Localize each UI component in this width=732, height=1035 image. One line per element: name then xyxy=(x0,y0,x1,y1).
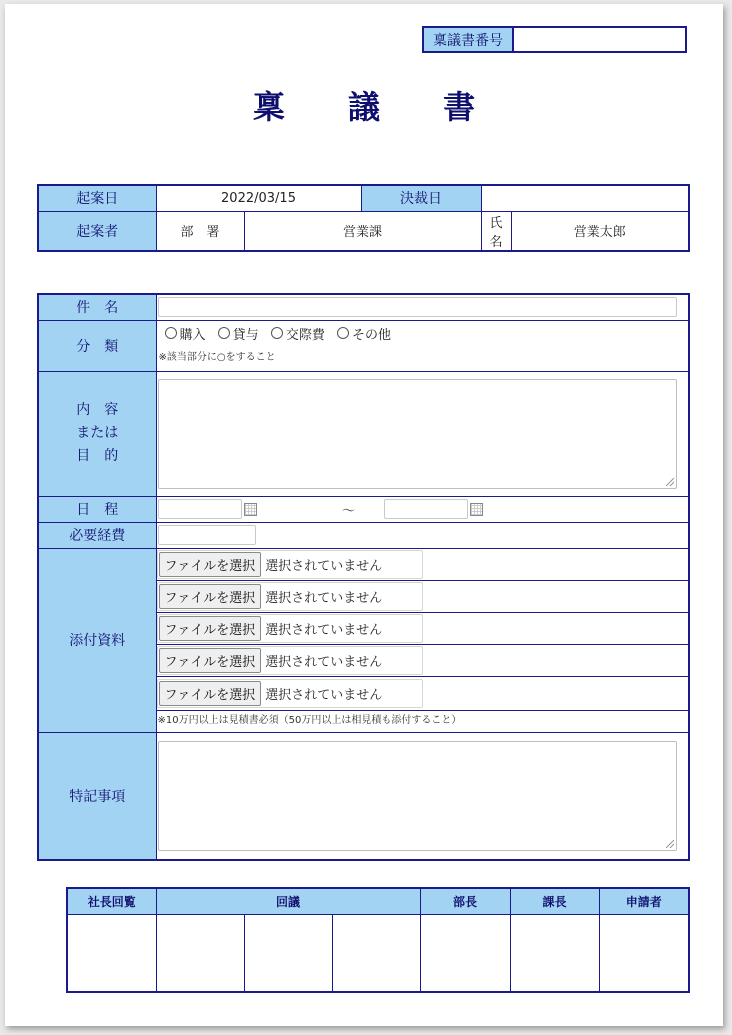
manager-header: 部長 xyxy=(420,888,510,914)
file-status: 選択されていません xyxy=(265,622,383,638)
file-select-button[interactable]: ファイルを選択 xyxy=(159,616,262,641)
remarks-textarea[interactable] xyxy=(158,741,677,851)
calendar-icon[interactable] xyxy=(244,503,257,516)
stamp-cell-manager[interactable] xyxy=(420,914,510,992)
content-label: 内 容 または 目 的 xyxy=(38,371,156,496)
info-table xyxy=(37,184,690,252)
decision-date-value[interactable] xyxy=(481,185,689,211)
drafter-label: 起案者 xyxy=(38,211,156,251)
stamp-cell-section-chief[interactable] xyxy=(510,914,599,992)
attachments-label: 添付資料 xyxy=(38,548,156,732)
resize-grip-icon[interactable] xyxy=(666,478,674,486)
radio-purchase[interactable]: 購入 xyxy=(165,324,206,343)
radio-circle-icon xyxy=(218,327,230,339)
file-status: 選択されていません xyxy=(265,654,383,670)
ringi-number-value[interactable] xyxy=(514,28,685,51)
remarks-label: 特記事項 xyxy=(38,732,156,860)
draft-date-label: 起案日 xyxy=(38,185,156,211)
file-status: 選択されていません xyxy=(265,590,383,606)
file-select-button[interactable]: ファイルを選択 xyxy=(159,681,262,706)
file-input-1[interactable] xyxy=(157,550,423,579)
file-select-button[interactable]: ファイルを選択 xyxy=(159,552,262,577)
resize-grip-icon[interactable] xyxy=(666,840,674,848)
expense-label: 必要経費 xyxy=(38,522,156,548)
document-title: 稟 議 書 xyxy=(252,88,502,126)
circulation-header: 回議 xyxy=(156,888,420,914)
content-textarea[interactable] xyxy=(158,379,677,489)
calendar-icon[interactable] xyxy=(470,503,483,516)
file-input-2[interactable] xyxy=(157,582,423,611)
radio-circle-icon xyxy=(337,327,349,339)
stamp-cell-applicant[interactable] xyxy=(599,914,689,992)
ringi-number-box xyxy=(422,26,687,53)
radio-other[interactable]: その他 xyxy=(337,324,391,343)
dept-label: 部 署 xyxy=(156,211,244,251)
stamp-cell-circulation-3[interactable] xyxy=(332,914,420,992)
schedule-separator: ～ xyxy=(341,503,355,519)
category-note: ※該当部分に○をすること xyxy=(158,352,276,363)
category-radio-group xyxy=(165,324,689,344)
dept-value[interactable]: 営業課 xyxy=(244,211,481,251)
radio-entertainment[interactable]: 交際費 xyxy=(271,324,325,343)
file-input-5[interactable] xyxy=(157,679,423,708)
radio-circle-icon xyxy=(271,327,283,339)
stamp-cell-circulation-1[interactable] xyxy=(156,914,244,992)
schedule-label: 日 程 xyxy=(38,496,156,522)
applicant-header: 申請者 xyxy=(599,888,689,914)
subject-input[interactable] xyxy=(158,297,677,317)
file-status: 選択されていません xyxy=(265,687,383,703)
subject-label: 件 名 xyxy=(38,294,156,320)
file-status: 選択されていません xyxy=(265,558,383,574)
name-label: 氏 名 xyxy=(481,211,511,251)
file-input-4[interactable] xyxy=(157,646,423,675)
approval-table xyxy=(66,887,690,993)
file-input-3[interactable] xyxy=(157,614,423,643)
schedule-end-input[interactable] xyxy=(384,499,468,519)
section-chief-header: 課長 xyxy=(510,888,599,914)
stamp-cell-president[interactable] xyxy=(67,914,156,992)
attachment-note: ※10万円以上は見積書必須（50万円以上は相見積も添付すること） xyxy=(157,714,462,726)
category-label: 分 類 xyxy=(38,320,156,371)
document-page xyxy=(5,4,723,1026)
main-form-table xyxy=(37,293,690,861)
draft-date-value[interactable]: 2022/03/15 xyxy=(156,185,361,211)
radio-circle-icon xyxy=(165,327,177,339)
decision-date-label: 決裁日 xyxy=(361,185,481,211)
schedule-start-input[interactable] xyxy=(158,499,242,519)
stamp-cell-circulation-2[interactable] xyxy=(244,914,332,992)
name-value[interactable]: 営業太郎 xyxy=(511,211,689,251)
file-select-button[interactable]: ファイルを選択 xyxy=(159,584,262,609)
radio-lending[interactable]: 貸与 xyxy=(218,324,259,343)
president-header: 社長回覧 xyxy=(67,888,156,914)
expense-input[interactable] xyxy=(158,525,256,545)
file-select-button[interactable]: ファイルを選択 xyxy=(159,648,262,673)
ringi-number-label: 稟議書番号 xyxy=(424,28,514,51)
